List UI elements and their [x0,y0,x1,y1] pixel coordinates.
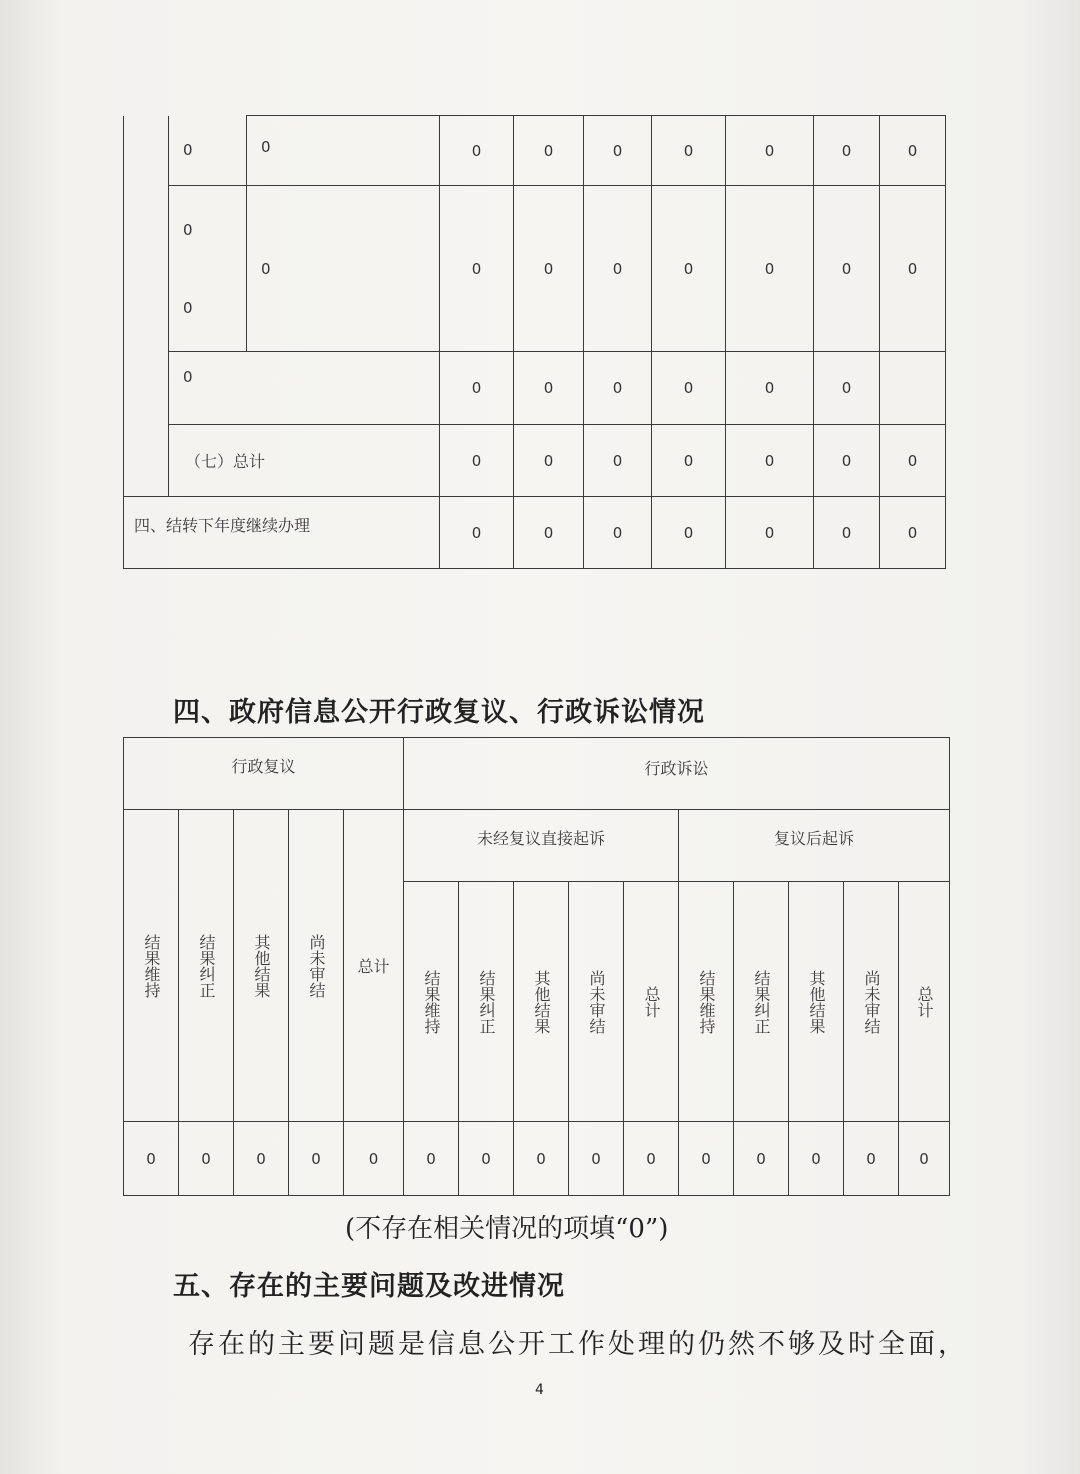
table-cell: 0 [169,116,247,186]
section-4-heading: 四、政府信息公开行政复议、行政诉讼情况 [173,697,705,728]
table-cell: 0 [814,116,880,186]
col-header: 尚未审结 [844,882,899,1122]
table-cell: 0 [344,1122,404,1196]
col-header: 其他结果 [234,810,289,1122]
table-cell: 0 [814,497,880,569]
table-cell: 0 [726,116,814,186]
table-cell [169,186,247,352]
table-row [124,1122,950,1196]
table-cell: 0 [247,116,440,186]
direct-suit-header: 未经复议直接起诉 [404,810,679,882]
table-row [124,810,950,882]
table-row [124,352,946,425]
table-cell: 0 [440,425,514,497]
table-cell: 0 [584,186,652,352]
col-header: 结果维持 [124,810,179,1122]
table-row [124,186,946,352]
table-cell: 0 [814,425,880,497]
table-cell: 0 [880,497,946,569]
col-header: 结果纠正 [734,882,789,1122]
table-cell: 0 [880,186,946,352]
col-header: 总计 [624,882,679,1122]
col-header: 结果维持 [404,882,459,1122]
table-cell: 0 [880,425,946,497]
table-cell: 0 [584,352,652,425]
cell-value: 0 [183,220,193,239]
table-cell: 0 [514,425,584,497]
col-header: 结果维持 [679,882,734,1122]
section-5-heading: 五、存在的主要问题及改进情况 [173,1271,565,1302]
table-row [124,497,946,569]
table-cell: 0 [624,1122,679,1196]
table-cell: 0 [459,1122,514,1196]
page-number: 4 [535,1382,544,1398]
table-cell: 0 [584,497,652,569]
col-header: 尚未审结 [569,882,624,1122]
body-paragraph: 存在的主要问题是信息公开工作处理的仍然不够及时全面， [188,1329,968,1360]
table-cell: 0 [584,425,652,497]
table-cell: 0 [440,186,514,352]
table-cell: 0 [440,352,514,425]
table-cell: 0 [652,116,726,186]
table-cell: 0 [814,352,880,425]
table-cell: 0 [726,186,814,352]
table-cell: 0 [726,352,814,425]
col-header: 总计 [344,810,404,1122]
table-cell: 0 [514,116,584,186]
table-cell: 0 [652,352,726,425]
table-cell: 0 [584,116,652,186]
total-label: （七）总计 [169,425,440,497]
continuation-table [123,115,946,569]
review-header: 行政复议 [124,738,404,810]
col-header: 总计 [899,882,950,1122]
table-cell: 0 [247,186,440,352]
table-cell: 0 [179,1122,234,1196]
table-cell: 0 [514,186,584,352]
table-cell: 0 [289,1122,344,1196]
review-litigation-table [123,737,950,1196]
carryover-label: 四、结转下年度继续办理 [124,497,440,569]
col-header: 结果纠正 [179,810,234,1122]
table-cell: 0 [440,116,514,186]
table-cell: 0 [514,1122,569,1196]
table-cell: 0 [169,352,440,425]
table-cell: 0 [514,497,584,569]
table-cell: 0 [726,425,814,497]
table-cell: 0 [514,352,584,425]
cell-value: 0 [183,298,193,317]
table-cell: 0 [880,116,946,186]
table-row [124,738,950,810]
after-review-header: 复议后起诉 [679,810,950,882]
table-row [124,116,946,186]
table-cell: 0 [124,1122,179,1196]
table-cell: 0 [789,1122,844,1196]
table-cell: 0 [734,1122,789,1196]
table-cell: 0 [679,1122,734,1196]
table-cell: 0 [234,1122,289,1196]
table-cell: 0 [404,1122,459,1196]
table-cell: 0 [569,1122,624,1196]
col-header: 尚未审结 [289,810,344,1122]
litigation-header: 行政诉讼 [404,738,950,810]
table-cell: 0 [814,186,880,352]
table-row [124,425,946,497]
table-cell: 0 [844,1122,899,1196]
col-header: 结果纠正 [459,882,514,1122]
table-cell: 0 [899,1122,950,1196]
zero-fill-note: (不存在相关情况的项填“0”) [345,1214,669,1244]
table-cell [880,352,946,425]
table-cell: 0 [440,497,514,569]
col-header: 其他结果 [514,882,569,1122]
table-cell: 0 [726,497,814,569]
left-spine-cell [124,116,169,497]
table-cell: 0 [652,425,726,497]
col-header: 其他结果 [789,882,844,1122]
table-cell: 0 [652,497,726,569]
table-cell: 0 [652,186,726,352]
